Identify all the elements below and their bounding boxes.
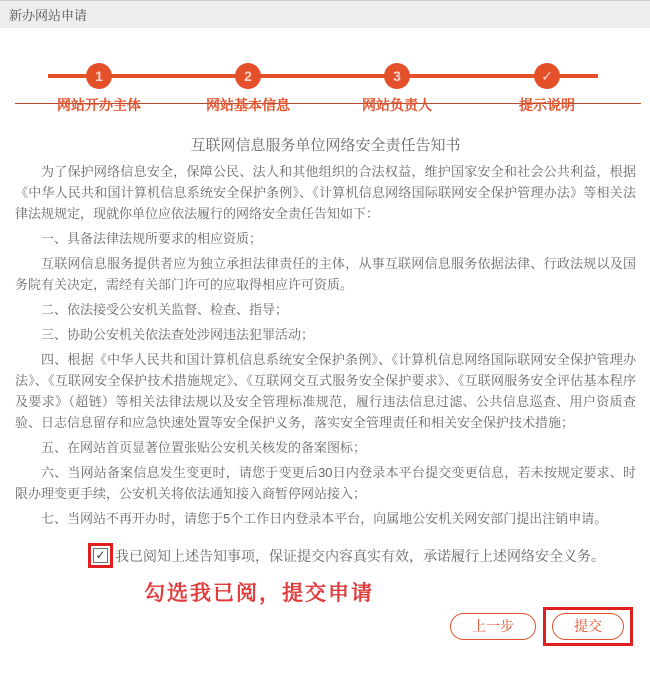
stepper-step-basic-info <box>178 28 318 115</box>
document-paragraph: 一、具备法律法规所要求的相应资质； <box>41 231 263 246</box>
step-1-circle[interactable]: 1 <box>86 63 112 89</box>
document-paragraph: 二、依法接受公安机关监督、检查、指导； <box>41 302 289 317</box>
agreement-row <box>88 543 650 568</box>
document-paragraph: 五、在网站首页显著位置张贴公安机关核发的备案图标； <box>41 440 367 455</box>
stepper <box>0 28 650 113</box>
tutorial-annotation-text: 勾选我已阅，提交申请 <box>144 581 374 605</box>
stepper-step-website-entity <box>29 28 169 115</box>
document-paragraph: 三、协助公安机关依法查处涉网违法犯罪活动； <box>41 327 315 342</box>
step-1-label: 网站开办主体 <box>57 97 141 113</box>
stepper-step-person-in-charge <box>327 28 467 115</box>
agreement-label: 我已阅知上述告知事项，保证提交内容真实有效，承诺履行上述网络安全义务。 <box>115 547 605 564</box>
stepper-step-notice <box>477 28 617 115</box>
document-paragraph: 六、当网站备案信息发生变更时，请您于变更后30日内登录本平台提交变更信息，若未按规定要求、时限办理变更手续，公安机关将依法通知接入商暂停网站接入； <box>15 465 636 501</box>
prev-step-button[interactable]: 上一步 <box>450 613 536 640</box>
notice-document <box>0 134 650 529</box>
document-title: 互联网信息服务单位网络安全责任告知书 <box>190 137 461 154</box>
step-4-label: 提示说明 <box>519 97 575 113</box>
step-4-circle-check-icon[interactable]: ✓ <box>534 63 560 89</box>
step-2-circle[interactable]: 2 <box>235 63 261 89</box>
page-header <box>0 0 650 28</box>
document-paragraph: 互联网信息服务提供者应为独立承担法律责任的主体，从事互联网信息服务依据法律、行政法规以及国务院有关决定，需经有关部门许可的应取得相应许可资质。 <box>15 256 636 292</box>
step-2-label: 网站基本信息 <box>206 97 290 113</box>
submit-button[interactable]: 提交 <box>552 613 624 640</box>
agreement-checkbox[interactable]: ✓ <box>93 548 108 563</box>
submit-highlight-box <box>543 607 633 646</box>
step-3-circle[interactable]: 3 <box>384 63 410 89</box>
step-3-label: 网站负责人 <box>362 97 432 113</box>
document-paragraph: 为了保护网络信息安全，保障公民、法人和其他组织的合法权益，维护国家安全和社会公共利益，根据《中华人民共和国计算机信息系统安全保护条例》、《计算机信息网络国际联网安全保护管理办法》等相关法律法规规定，现就你单位应依法履行的网络安全责任告知如下： <box>15 164 636 221</box>
footer-actions <box>0 607 650 646</box>
document-paragraph: 四、根据《中华人民共和国计算机信息系统安全保护条例》、《计算机信息网络国际联网安全保护管理办法》、《互联网安全保护技术措施规定》、《互联网交互式服务安全保护要求》、《互联网服务安全评估基本程序及要求》（超链）等相关法律法规以及安全管理标准规范，履行违法信息过滤、公共信息巡查、用户资质查验、日志信息留存和应急快速处置等安全保护义务，落实安全管理责任和相关安全保护技术措施； <box>15 352 636 430</box>
page-title: 新办网站申请 <box>9 8 88 23</box>
checkbox-highlight-box <box>88 543 113 568</box>
document-paragraph: 七、当网站不再开办时，请您于5个工作日内登录本平台，向属地公安机关网安部门提出注销申请。 <box>41 511 608 526</box>
